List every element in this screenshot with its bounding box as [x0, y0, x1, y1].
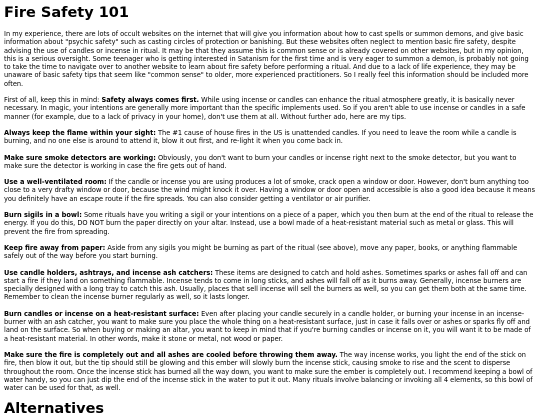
tip-burn-sigils-in-bowl	[4, 211, 536, 236]
tip-body: If the candle or incense you are using produces a lot of smoke, crack open a window or door. However, don't burn anything too close to a very drafty window or door, because the wind might knock it over. Having a window or door open and accessible is also a good idea because it means you definitely have an escape route if the fire spreads. You can also consider getting a ventilator or air purifier.	[4, 178, 536, 203]
tip-heading: Burn sigils in a bowl:	[4, 211, 82, 220]
tip-body: Some rituals have you writing a sigil or your intentions on a piece of a paper, which you then burn at the end of the ritual to release the energy. If you do this, DO NOT burn the paper directly on your altar. Instead, use a bowl made of a heat-resistant material such as metal or glass. This will prevent the fire from spreading.	[4, 211, 534, 236]
tip-heading: Keep fire away from paper:	[4, 243, 106, 252]
tip-body: Obviously, you don't want to burn your candles or incense right next to the smoke detector, but you want to make sure the detector is working in case the fire gets out of hand.	[4, 153, 517, 170]
tip-ventilated-room	[4, 178, 536, 203]
first-bold-text: Safety always comes first.	[101, 96, 200, 105]
tip-heading: Burn candles or incense on a heat-resistant surface:	[4, 309, 200, 318]
tip-heading: Always keep the flame within your sight:	[4, 128, 156, 137]
tip-heat-resistant-surface	[4, 310, 536, 343]
first-paragraph	[4, 96, 536, 121]
tip-candle-holders	[4, 269, 536, 302]
section-heading-alternatives: Alternatives	[4, 401, 105, 418]
tip-body: Even after placing your candle securely in a candle holder, or burning your incense in an incense-burner with an ash catcher, you want to make sure you place the whole thing on a heat-resistant surface, just in case it falls over or ashes or sparks fly off and land on the surface. So when buying or making an altar, you want to keep in mind that if you're burning candles or incense on it, you will want it to be made of a heat-resistant material. In other words, make it stone or metal, not wood or paper.	[4, 309, 531, 343]
intro-paragraph: In my experience, there are lots of occult websites on the internet that will give you information about how to cast spells or summon demons, and give basic information about "psychic safety" such as casting circles of protection or banishing. But these websites often neglect to mention basic fire safety, despite advising the use of candles or incense in ritual. It may be that they assume this is common sense or is already covered on other websites, but in my opinion, this is a serious oversight. Some teenager who is getting interested in Satanism for the first time and is very eager to summon a demon, is probably not going to take the time to navigate over to another website to learn about fire safety before performing a ritual. And due to a lack of life experience, they may be unaware of basic safety tips that seem like "common sense" to older, more experienced practitioners. So I really feel this information should be included more often.	[4, 30, 529, 88]
tip-body: Aside from any sigils you might be burning as part of the ritual (see above), move any paper, books, or anything flammable safely out of the way before you start burning.	[4, 243, 518, 261]
tip-heading: Use candle holders, ashtrays, and incense ash catchers:	[4, 268, 213, 277]
first-lead-text: First of all, keep this in mind:	[4, 96, 102, 105]
tip-body: The way incense works, you light the end of the stick on fire, then blow it out, but the tip should still be glowing and this ember will slowly burn the incense stick, causing smoke to rise and the scent to disperse throughout the room. Once the incense stick has burned all the way down, you want to make sure the ember is completely out. I recommend keeping a bowl of water handy, so you can just dip the end of the incense stick in the water to put it out. Many rituals involve balancing or invoking all 4 elements, so this bowl of water can be used for that, as well.	[4, 350, 533, 393]
first-rest-text: While using incense or candles can enhance the ritual atmosphere greatly, it is basically never necessary. In magic, your intentions are generally more important than the specific implements used. So if you aren't able to use incense or candles in a safe manner (for example, due to a lack of privacy in your home), don't use them at all. Without further ado, here are my tips.	[4, 96, 526, 121]
tip-keep-flame-in-sight	[4, 129, 536, 146]
tip-heading: Use a well-ventilated room:	[4, 178, 107, 187]
tip-fire-completely-out	[4, 351, 536, 392]
tip-body: The #1 cause of house fires in the US is unattended candles. If you need to leave the room while a candle is burning, and no one else is around to attend it, blow it out first, and re-light it when you come back in.	[4, 128, 517, 146]
tip-heading: Make sure the fire is completely out and all ashes are cooled before throwing them away.	[4, 350, 338, 359]
tip-smoke-detectors	[4, 154, 536, 171]
tip-body: These items are designed to catch and hold ashes. Sometimes sparks or ashes fall off and can start a fire if they land on something flammable. Incense tends to come in long sticks, and ashes will fall off as it burns away. Generally, incense burners are specially designed with a long tray to catch this ash. Usually, places that sell incense will sell the burners as well, so you can get them both at the same time. Remember to clean the incense burner regularly as well, so it lasts longer.	[4, 268, 528, 302]
tip-heading: Make sure smoke detectors are working:	[4, 153, 156, 162]
tip-keep-fire-from-paper	[4, 244, 536, 261]
page-title: Fire Safety 101	[4, 5, 129, 21]
